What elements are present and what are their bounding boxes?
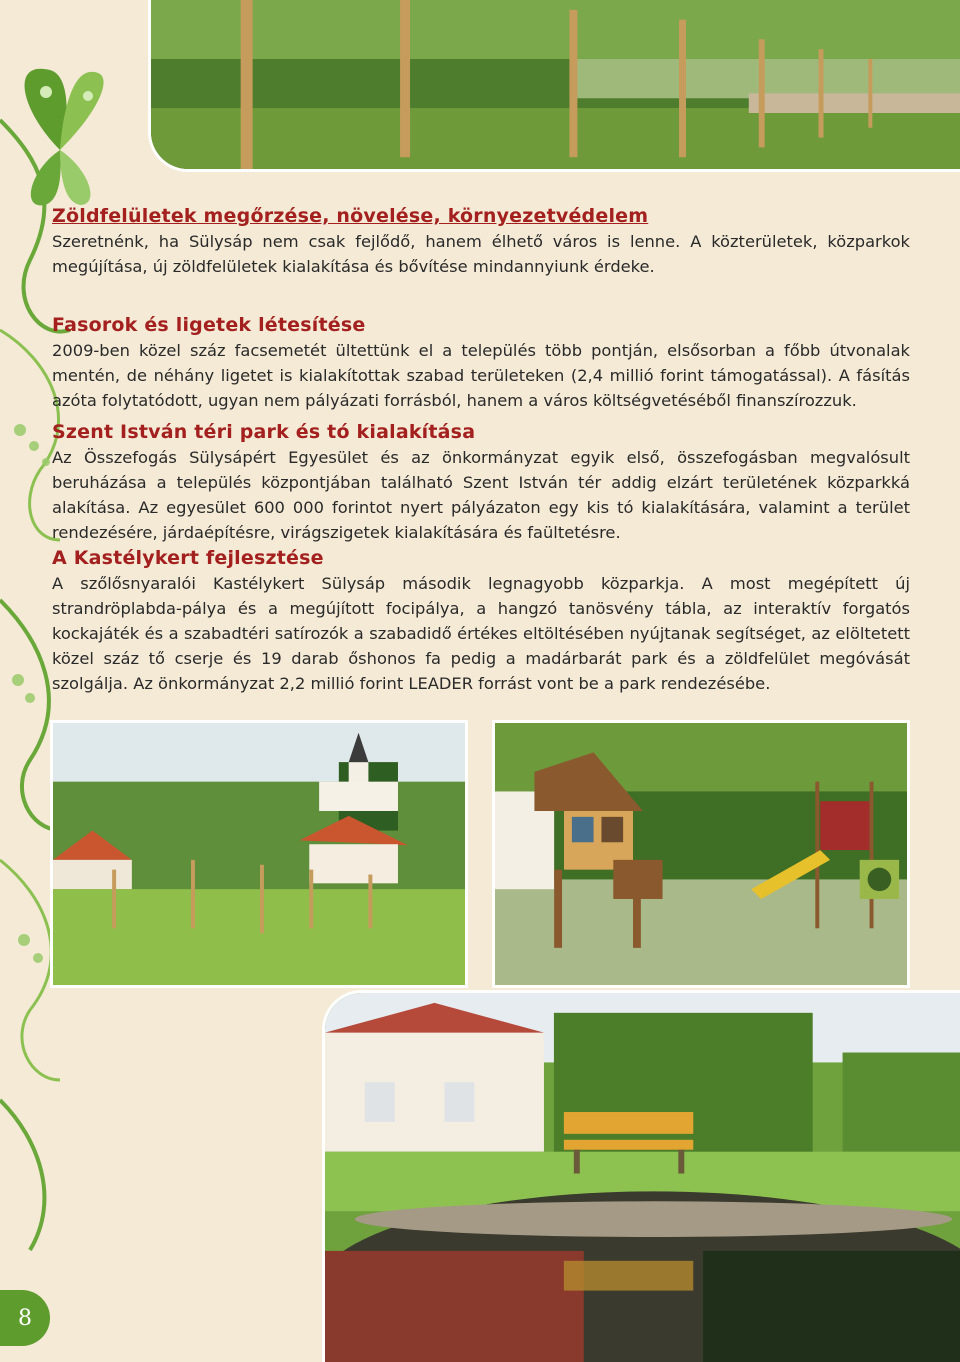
section-text: A szőlősnyaralói Kastélykert Sülysáp második legnagyobb közparkja. A most megépített új strandröplabda-pálya és a megújított focipálya, a hangzó tanösvény tábla, az interaktív forgatós kockajáték és a szabadtéri satírozók a szabadidő értékes eltöltésében nyújtanak segítséget, az elöltetett közel száz tő cserje és 19 darab őshonos fa pedig a madárbarát park és a zöldfelület megóvását szolgálja. Az önkormányzat 2,2 millió forint LEADER forrást vont be a park rendezésébe. — [52, 574, 910, 693]
section-tree-rows — [52, 314, 910, 413]
photo-church-park — [50, 720, 468, 988]
section-heading: Szent István téri park és tó kialakítása — [52, 421, 476, 443]
photo-playground — [492, 720, 910, 988]
section-text: Szeretnénk, ha Sülysáp nem csak fejlődő, hanem élhető város is lenne. A közterületek, közparkok megújítása, új zöldfelületek kialakítása és bővítése mindannyiunk érdeke. — [52, 232, 910, 276]
photo-pond-park — [322, 990, 960, 1362]
section-heading: Fasorok és ligetek létesítése — [52, 314, 366, 336]
section-green-areas — [52, 205, 910, 279]
butterfly-icon — [25, 69, 104, 206]
section-szent-istvan-park — [52, 421, 910, 545]
page-number: 8 — [0, 1290, 50, 1346]
section-heading: Zöldfelületek megőrzése, növelése, környezetvédelem — [52, 205, 649, 227]
section-text: Az Összefogás Sülysápért Egyesület és az önkormányzat egyik első, összefogásban megvalósult beruházása a település központjában található Szent István tér addig elzárt területének közparkká alakítása. Az egyesület 600 000 forintot nyert pályázaton egy kis tó kialakítására, valamint a terület rendezésére, járdaépítésre, virágszigetek kialakítására és faültetésre. — [52, 448, 910, 542]
section-heading: A Kastélykert fejlesztése — [52, 547, 324, 569]
photo-tree-row — [148, 0, 960, 172]
section-kastelykert — [52, 547, 910, 696]
section-text: 2009-ben közel száz facsemetét ültettünk el a település több pontján, elsősorban a főbb útvonalak mentén, de néhány ligetet is kialakítottak szabad területeken (2,4 millió forint támogatással). A fásítás azóta folytatódott, ugyan nem pályázati forrásból, hanem a város költségvetéséből finanszírozzuk. — [52, 341, 910, 410]
